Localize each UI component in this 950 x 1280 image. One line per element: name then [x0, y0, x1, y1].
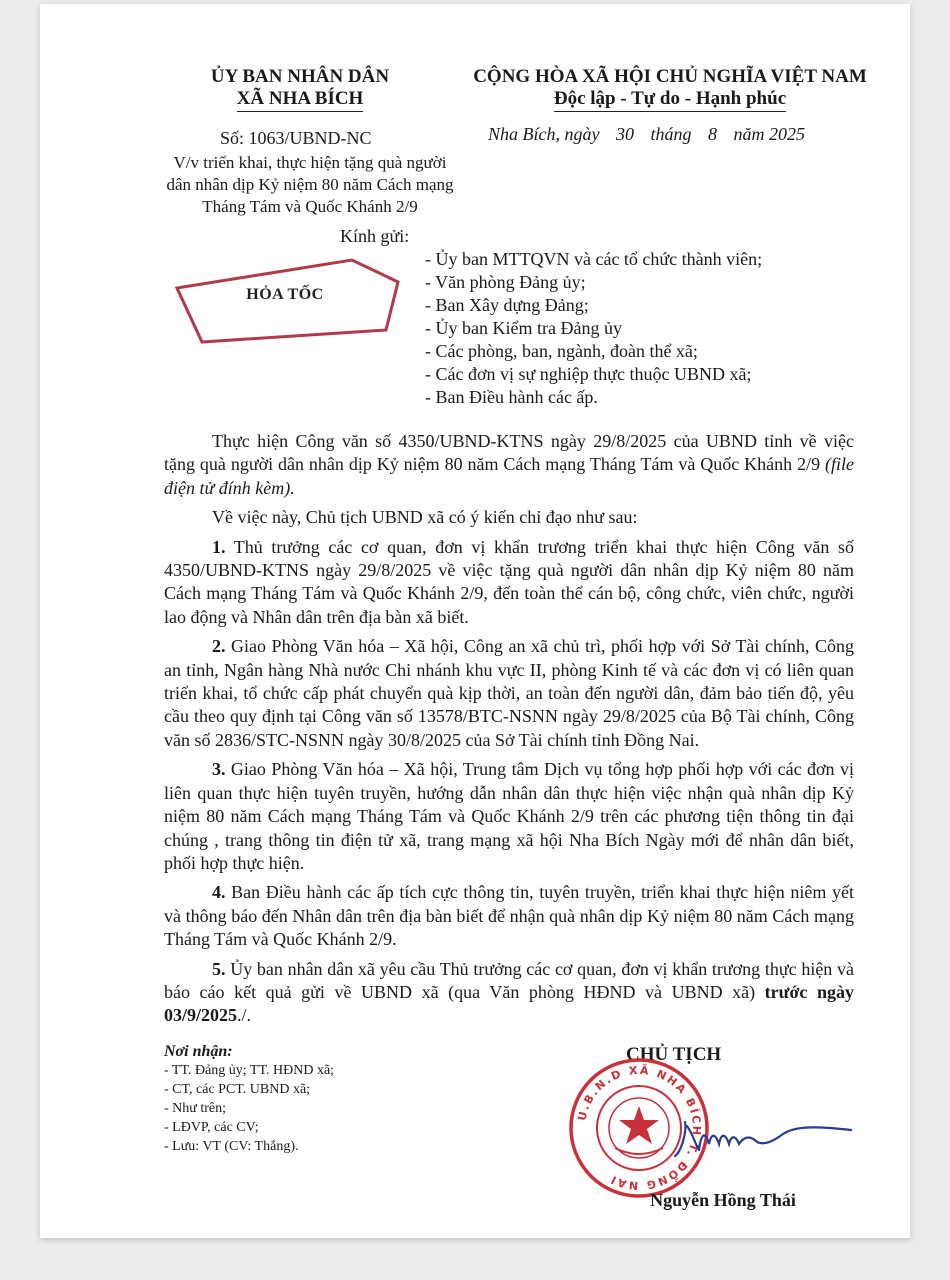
org-line-1: ỦY BAN NHÂN DÂN: [210, 66, 390, 87]
deadline: trước ngày 03/9/2025: [164, 981, 854, 1026]
distribution-label: Nơi nhận:: [164, 1043, 233, 1060]
document-body: [164, 430, 854, 1034]
date-month-label: tháng: [650, 124, 692, 144]
subject-line: V/v triển khai, thực hiện tặng quà người dân nhân dịp Kỷ niệm 80 năm Cách mạng Tháng Tám và Quốc Khánh 2/9: [166, 153, 454, 216]
attachment-note: (file điện tử đính kèm).: [164, 454, 854, 498]
recipients-label: Kính gửi:: [340, 226, 410, 246]
date-day: 30: [615, 124, 634, 144]
distribution-item: - Lưu: VT (CV: Thắng).: [164, 1139, 299, 1154]
recipient-item: - Ủy ban MTTQVN và các tổ chức thành viên;: [425, 249, 763, 269]
lead-paragraph: Về việc này, Chủ tịch UBND xã có ý kiến chỉ đạo như sau:: [212, 507, 638, 528]
recipient-item: - Ủy ban Kiểm tra Đảng ủy: [425, 318, 622, 338]
date-year: 2025: [769, 124, 805, 144]
distribution-item: - LĐVP, các CV;: [164, 1120, 259, 1135]
svg-text:U.B.N.D XÃ NHA BÍCH T. ĐỒNG NA: U.B.N.D XÃ NHA BÍCH T. ĐỒNG NAI: [575, 1063, 704, 1193]
urgent-stamp-label: HỎA TỐC: [246, 286, 324, 303]
recipient-item: - Văn phòng Đảng ủy;: [425, 272, 586, 292]
directive-5: 5. Ủy ban nhân dân xã yêu cầu Thủ trưởng các cơ quan, đơn vị khẩn trương thực hiện và báo cáo kết quả gửi về UBND xã (qua Văn phòng HĐND và UBND xã) trước ngày 03/9/2025./.: [164, 958, 854, 1026]
document-number: Số: 1063/UBND-NC: [220, 128, 372, 148]
recipient-item: - Ban Điều hành các ấp.: [425, 387, 598, 407]
intro-paragraph: Thực hiện Công văn số 4350/UBND-KTNS ngày 29/8/2025 của UBND tỉnh về việc tặng quà người dân nhân dịp Kỷ niệm 80 năm Cách mạng Tháng Tám và Quốc Khánh 2/9 (file điện tử đính kèm).: [164, 431, 854, 498]
issue-date: [488, 124, 805, 145]
distribution-item: - CT, các PCT. UBND xã;: [164, 1082, 311, 1097]
handwritten-signature: [665, 1104, 865, 1164]
nation-motto: Độc lập - Tự do - Hạnh phúc: [554, 88, 786, 112]
nation-line-1: CỘNG HÒA XÃ HỘI CHỦ NGHĨA VIỆT NAM: [473, 66, 867, 87]
document-page: [40, 4, 910, 1238]
directive-2: 2. Giao Phòng Văn hóa – Xã hội, Công an xã chủ trì, phối hợp với Sở Tài chính, Công an tỉnh, Ngân hàng Nhà nước Chi nhánh khu vực II, phòng Kinh tế và các đơn vị có liên quan triển khai, tổ chức cấp phát chuyển quà kịp thời, an toàn đến người dân, đảm bảo tiến độ, yêu cầu theo quy định tại Công văn số 13578/BTC-NSNN ngày 29/8/2025 của Bộ Tài chính, Công văn số 2836/STC-NSNN ngày 30/8/2025 của Sở Tài chính tỉnh Đồng Nai.: [164, 636, 854, 750]
signer-name: Nguyễn Hồng Thái: [650, 1190, 796, 1210]
distribution-item: - TT. Đảng ủy; TT. HĐND xã;: [164, 1063, 335, 1078]
date-month: 8: [708, 124, 717, 144]
recipients-list: [425, 248, 762, 409]
issuing-authority: [160, 66, 440, 112]
recipient-item: - Ban Xây dựng Đảng;: [425, 295, 589, 315]
national-title: [460, 66, 880, 112]
directive-3: 3. Giao Phòng Văn hóa – Xã hội, Trung tâm Dịch vụ tổng hợp phối hợp với các đơn vị liên quan thực hiện tuyên truyền, hướng dẫn nhân dân thực hiện việc nhận quà nhân dịp Kỷ niệm 80 năm Cách mạng Tháng Tám và Quốc Khánh 2/9 trên các phương tiện thông tin đại chúng , trang thông tin điện tử xã, trang mạng xã hội Nha Bích Ngày mới để nhân dân biết, phối hợp thực hiện.: [164, 759, 854, 873]
recipient-item: - Các phòng, ban, ngành, đoàn thể xã;: [425, 341, 698, 361]
distribution-item: - Như trên;: [164, 1101, 227, 1116]
recipient-item: - Các đơn vị sự nghiệp thực thuộc UBND xã;: [425, 364, 752, 384]
date-year-label: năm: [733, 124, 765, 144]
date-place: Nha Bích, ngày: [488, 124, 600, 144]
signer-title: CHỦ TỊCH: [626, 1044, 722, 1065]
directive-1: 1. Thủ trưởng các cơ quan, đơn vị khẩn trương triển khai thực hiện Công văn số 4350/UBND-KTNS ngày 29/8/2025 về việc tặng quà người dân nhân dịp Kỷ niệm 80 năm Cách mạng Tháng Tám và Quốc Khánh 2/9, đến toàn thể cán bộ, công chức, viên chức, người lao động và Nhân dân trên địa bàn xã biết.: [164, 536, 854, 627]
org-line-2: XÃ NHA BÍCH: [237, 88, 364, 112]
distribution-list: [164, 1042, 464, 1156]
directive-4: 4. Ban Điều hành các ấp tích cực thông tin, tuyên truyền, triển khai thực hiện niêm yết và thông báo đến Nhân dân trên địa bàn biết để nhận quà nhân dịp Kỷ niệm 80 năm Cách mạng Tháng Tám và Quốc Khánh 2/9.: [164, 882, 854, 950]
